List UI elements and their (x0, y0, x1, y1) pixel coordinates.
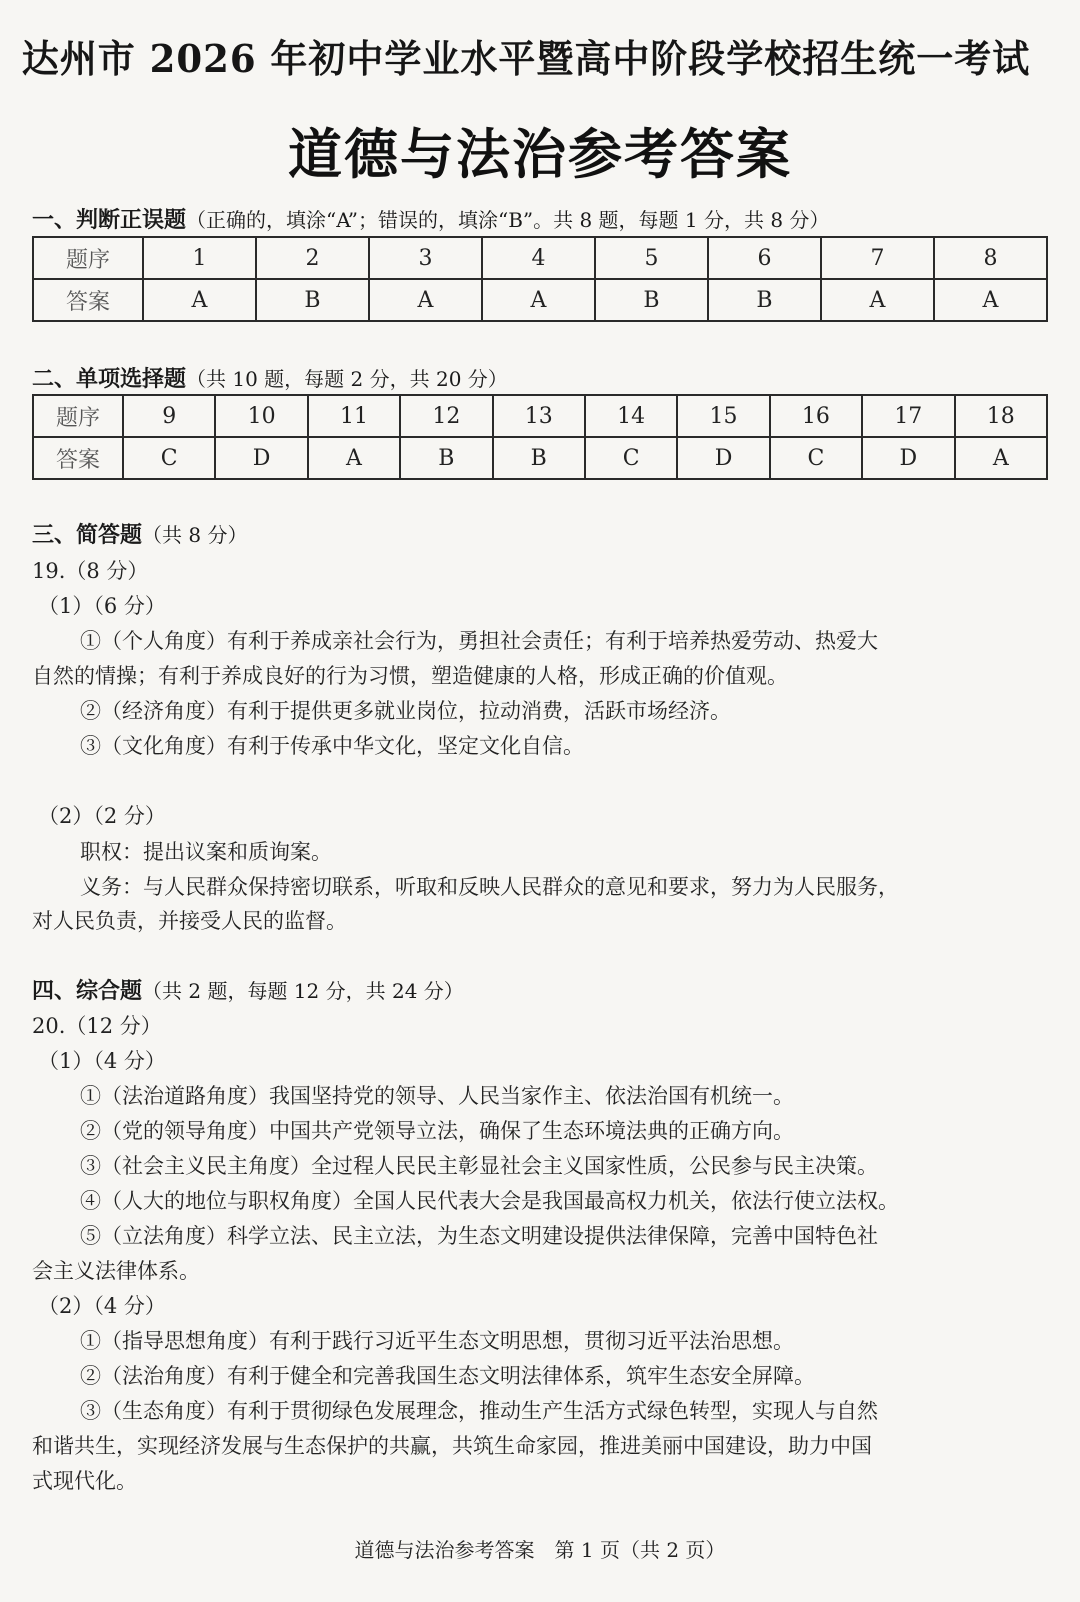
section1-question-row (33, 237, 1047, 279)
answer-text-line: ②（经济角度）有利于提供更多就业岗位，拉动消费，活跃市场经济。 (80, 699, 731, 723)
question-number-line: 19.（8 分） (32, 559, 149, 583)
question-number: 15 (677, 395, 769, 437)
answer-cell: B (400, 437, 492, 479)
question-number: 4 (482, 237, 595, 279)
section2-note: （共 10 题，每题 2 分，共 20 分） (186, 367, 508, 391)
question-number: 13 (493, 395, 585, 437)
answer-cell: B (708, 279, 821, 321)
question-number: 9 (123, 395, 215, 437)
section1-title: 一、判断正误题 (32, 207, 187, 233)
section1-answer-table (32, 236, 1048, 322)
row-label-answer: 答案 (33, 437, 123, 479)
answer-text-line: 职权：提出议案和质询案。 (80, 840, 332, 864)
answer-cell: A (482, 279, 595, 321)
answer-text-line: ⑤（立法角度）科学立法、民主立法，为生态文明建设提供法律保障，完善中国特色社 (80, 1224, 878, 1248)
page-footer: 道德与法治参考答案 第 1 页（共 2 页） (354, 1538, 726, 1562)
answer-text-line: ④（人大的地位与职权角度）全国人民代表大会是我国最高权力机关，依法行使立法权。 (80, 1189, 899, 1213)
answer-text-line: ③（文化角度）有利于传承中华文化，坚定文化自信。 (80, 734, 584, 758)
section2-heading (32, 362, 508, 393)
section2-answer-row (33, 437, 1047, 479)
question-number: 18 (955, 395, 1047, 437)
answer-text-line: 式现代化。 (32, 1469, 137, 1493)
answer-text-line: 义务：与人民群众保持密切联系，听取和反映人民群众的意见和要求，努力为人民服务， (80, 875, 899, 899)
answer-cell: D (677, 437, 769, 479)
answer-cell: C (770, 437, 862, 479)
section2-answer-table (32, 394, 1048, 480)
answer-cell: A (821, 279, 934, 321)
question-number-line: 20.（12 分） (32, 1014, 162, 1038)
answer-text-line: ①（个人角度）有利于养成亲社会行为，勇担社会责任；有利于培养热爱劳动、热爱大 (80, 629, 878, 653)
answer-text-line: ③（社会主义民主角度）全过程人民民主彰显社会主义国家性质，公民参与民主决策。 (80, 1154, 878, 1178)
answer-text-line: 对人民负责，并接受人民的监督。 (32, 909, 347, 933)
question-number: 3 (369, 237, 482, 279)
question-number: 2 (256, 237, 369, 279)
answer-text-line: 和谐共生，实现经济发展与生态保护的共赢，共筑生命家园，推进美丽中国建设，助力中国 (32, 1434, 872, 1458)
answer-cell: D (215, 437, 307, 479)
answer-cell: B (595, 279, 708, 321)
answer-cell: C (123, 437, 215, 479)
answer-cell: A (955, 437, 1047, 479)
row-label-question: 题序 (33, 237, 143, 279)
question-number: 16 (770, 395, 862, 437)
answer-cell: A (143, 279, 256, 321)
question-number: 14 (585, 395, 677, 437)
section2-question-row (33, 395, 1047, 437)
answer-cell: A (369, 279, 482, 321)
row-label-answer: 答案 (33, 279, 143, 321)
question-number: 1 (143, 237, 256, 279)
answer-text-line: 会主义法律体系。 (32, 1259, 200, 1283)
answer-text-line: ①（指导思想角度）有利于践行习近平生态文明思想，贯彻习近平法治思想。 (80, 1329, 794, 1353)
document-title: 道德与法治参考答案 (288, 122, 792, 186)
subquestion-line: （2）（4 分） (38, 1294, 166, 1318)
answer-cell: C (585, 437, 677, 479)
question-number: 17 (862, 395, 954, 437)
subquestion-line: （2）（2 分） (38, 804, 166, 828)
row-label-question: 题序 (33, 395, 123, 437)
section4-note: （共 2 题，每题 12 分，共 24 分） (142, 979, 464, 1003)
answer-text-line: 自然的情操；有利于养成良好的行为习惯，塑造健康的人格，形成正确的价值观。 (32, 664, 788, 688)
question-number: 11 (308, 395, 400, 437)
section1-heading (32, 203, 829, 234)
answer-cell: A (308, 437, 400, 479)
answer-text-line: ①（法治道路角度）我国坚持党的领导、人民当家作主、依法治国有机统一。 (80, 1084, 794, 1108)
subquestion-line: （1）（6 分） (38, 594, 166, 618)
answer-cell: B (493, 437, 585, 479)
answer-cell: B (256, 279, 369, 321)
question-number: 10 (215, 395, 307, 437)
section3-heading (32, 518, 247, 549)
question-number: 7 (821, 237, 934, 279)
answer-text-line: ③（生态角度）有利于贯彻绿色发展理念，推动生产生活方式绿色转型，实现人与自然 (80, 1399, 878, 1423)
exam-title: 达州市 2026 年初中学业水平暨高中阶段学校招生统一考试 (21, 36, 1031, 81)
answer-text-line: ②（党的领导角度）中国共产党领导立法，确保了生态环境法典的正确方向。 (80, 1119, 794, 1143)
question-number: 12 (400, 395, 492, 437)
answer-text-line: ②（法治角度）有利于健全和完善我国生态文明法律体系，筑牢生态安全屏障。 (80, 1364, 815, 1388)
section1-note: （正确的，填涂“A”；错误的，填涂“B”。共 8 题，每题 1 分，共 8 分） (186, 208, 830, 232)
section3-note: （共 8 分） (142, 523, 248, 547)
question-number: 5 (595, 237, 708, 279)
question-number: 6 (708, 237, 821, 279)
section2-title: 二、单项选择题 (32, 366, 187, 392)
answer-cell: D (862, 437, 954, 479)
question-number: 8 (934, 237, 1047, 279)
subquestion-line: （1）（4 分） (38, 1049, 166, 1073)
section4-title: 四、综合题 (32, 978, 143, 1004)
section1-answer-row (33, 279, 1047, 321)
answer-cell: A (934, 279, 1047, 321)
section3-title: 三、简答题 (32, 522, 143, 548)
section4-heading (32, 974, 464, 1005)
